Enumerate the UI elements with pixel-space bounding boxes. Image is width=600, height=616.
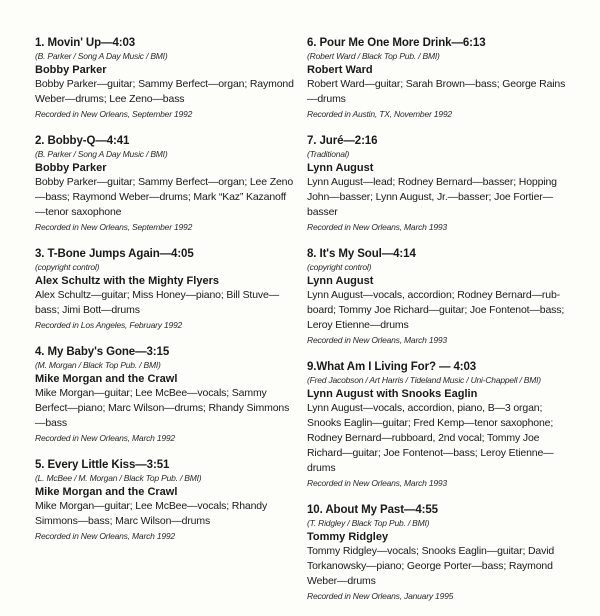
track-personnel: Alex Schultz—guitar; Miss Honey—piano; Bill Stuve—bass; Jimi Bott—drums: [35, 289, 280, 316]
track-songwriter-credit: (B. Parker / Song A Day Music / BMI): [35, 149, 168, 159]
track-personnel: Lynn August—vocals, accordion, piano, B—3 organ; Snooks Eaglin—guitar; Fred Kemp—tenor saxophone; Rodney Bernard—rubboard, 2nd vocal; Tommy Joe Richard—guitar; Joe Fontenot—bass; Leroy Etienne—drums: [307, 402, 554, 474]
track-entry-5: [35, 458, 295, 543]
track-title: 2. Bobby-Q—4:41: [35, 135, 130, 147]
track-artist: Tommy Ridgley: [307, 531, 389, 543]
track-entry-1: [35, 36, 295, 121]
track-title: 9.What Am I Living For? — 4:03: [307, 361, 477, 373]
track-songwriter-credit: (L. McBee / M. Morgan / Black Top Pub. / BMI): [35, 473, 202, 483]
track-title: 6. Pour Me One More Drink—6:13: [307, 37, 486, 49]
tracklist-right-column: [307, 36, 572, 616]
track-recording-info: Recorded in New Orleans, March 1993: [307, 222, 447, 232]
track-entry-2: [35, 134, 295, 234]
track-songwriter-credit: (copyright control): [307, 262, 372, 272]
track-artist: Bobby Parker: [35, 64, 107, 76]
track-entry-8: [307, 247, 572, 347]
track-personnel: Tommy Ridgley—vocals; Snooks Eaglin—guitar; David Torkanowsky—piano; George Porter—bass; Raymond Weber—drums: [307, 545, 555, 587]
track-recording-info: Recorded in New Orleans, March 1993: [307, 335, 447, 345]
track-personnel: Bobby Parker—guitar; Sammy Berfect—organ; Lee Zeno—bass; Raymond Weber—drums; Mark “Kaz” Kazanoff—tenor saxophone: [35, 176, 294, 218]
track-songwriter-credit: (Traditional): [307, 149, 350, 159]
track-artist: Lynn August: [307, 275, 374, 287]
track-artist: Lynn August: [307, 162, 374, 174]
track-recording-info: Recorded in Austin, TX, November 1992: [307, 109, 452, 119]
track-entry-10: [307, 503, 572, 603]
track-title: 3. T-Bone Jumps Again—4:05: [35, 248, 194, 260]
track-title: 4. My Baby's Gone—3:15: [35, 346, 170, 358]
track-entry-7: [307, 134, 572, 234]
track-personnel: Bobby Parker—guitar; Sammy Berfect—organ; Raymond Weber—drums; Lee Zeno—bass: [35, 78, 294, 105]
track-songwriter-credit: (Fred Jacobson / Art Harris / Tideland Music / Uni-Chappell / BMI): [307, 375, 541, 385]
track-artist: Mike Morgan and the Crawl: [35, 373, 178, 385]
track-personnel: Lynn August—vocals, accordion; Rodney Bernard—rub-board; Tommy Joe Richard—guitar; Joe Fontenot—bass; Leroy Etienne—drums: [307, 289, 565, 331]
track-entry-6: [307, 36, 572, 121]
track-recording-info: Recorded in New Orleans, January 1995: [307, 591, 454, 601]
track-songwriter-credit: (T. Ridgley / Black Top Pub. / BMI): [307, 518, 430, 528]
track-recording-info: Recorded in New Orleans, March 1992: [35, 531, 175, 541]
track-recording-info: Recorded in New Orleans, March 1993: [307, 478, 447, 488]
track-personnel: Lynn August—lead; Rodney Bernard—basser; Hopping John—basser; Lynn August, Jr.—basser; Joe Fortier—basser: [307, 176, 557, 218]
track-songwriter-credit: (B. Parker / Song A Day Music / BMI): [35, 51, 168, 61]
track-songwriter-credit: (copyright control): [35, 262, 100, 272]
track-artist: Mike Morgan and the Crawl: [35, 486, 178, 498]
track-personnel: Robert Ward—guitar; Sarah Brown—bass; George Rains—drums: [307, 78, 566, 105]
tracklist-left-column: [35, 36, 295, 556]
track-personnel: Mike Morgan—guitar; Lee McBee—vocals; Rhandy Simmons—bass; Marc Wilson—drums: [35, 500, 268, 527]
track-artist: Lynn August with Snooks Eaglin: [307, 388, 478, 400]
track-title: 8. It's My Soul—4:14: [307, 248, 416, 260]
track-songwriter-credit: (Robert Ward / Black Top Pub. / BMI): [307, 51, 440, 61]
track-recording-info: Recorded in New Orleans, September 1992: [35, 109, 193, 119]
track-title: 10. About My Past—4:55: [307, 504, 438, 516]
track-recording-info: Recorded in New Orleans, March 1992: [35, 433, 175, 443]
track-songwriter-credit: (M. Morgan / Black Top Pub. / BMI): [35, 360, 161, 370]
track-entry-3: [35, 247, 295, 332]
track-artist: Robert Ward: [307, 64, 373, 76]
track-title: 5. Every Little Kiss—3:51: [35, 459, 170, 471]
track-recording-info: Recorded in New Orleans, September 1992: [35, 222, 193, 232]
track-artist: Alex Schultz with the Mighty Flyers: [35, 275, 219, 287]
track-entry-4: [35, 345, 295, 445]
track-artist: Bobby Parker: [35, 162, 107, 174]
track-entry-9: [307, 360, 572, 490]
track-personnel: Mike Morgan—guitar; Lee McBee—vocals; Sammy Berfect—piano; Marc Wilson—drums; Rhandy Simmons—bass: [35, 387, 290, 429]
track-title: 1. Movin' Up—4:03: [35, 37, 136, 49]
track-recording-info: Recorded in Los Angeles, February 1992: [35, 320, 183, 330]
track-title: 7. Juré—2:16: [307, 135, 378, 147]
